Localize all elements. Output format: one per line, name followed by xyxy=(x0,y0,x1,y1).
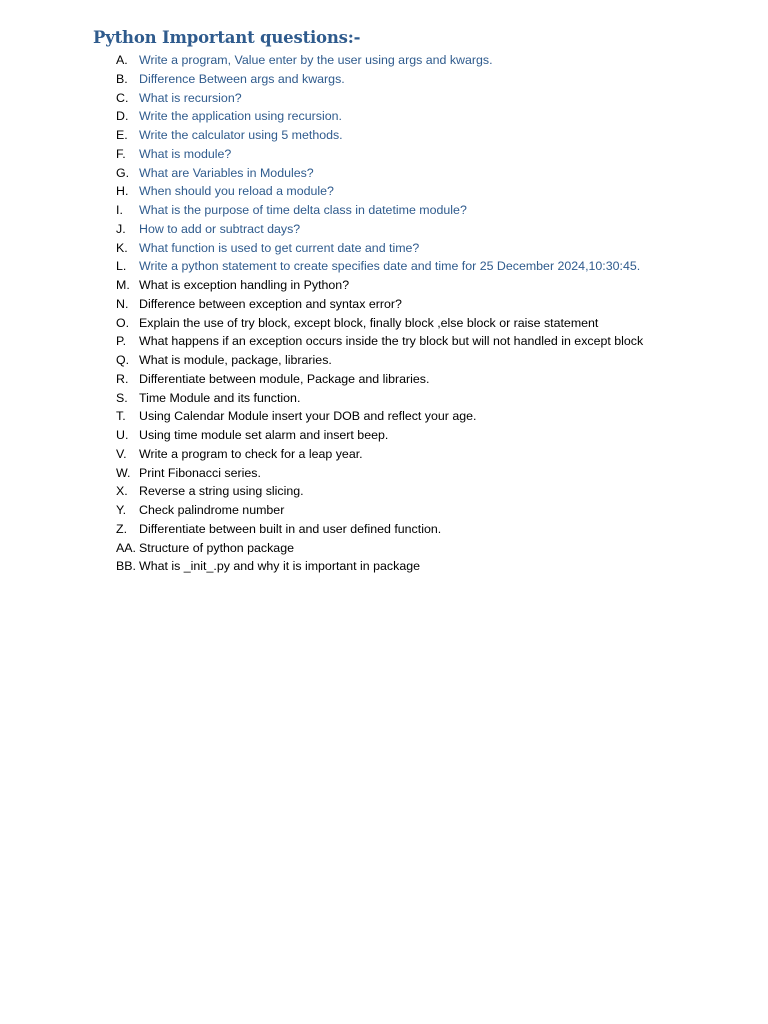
list-item-text: What is module, package, libraries. xyxy=(139,353,332,367)
list-item-text: Differentiate between built in and user defined function. xyxy=(139,521,442,536)
list-item-marker: F. xyxy=(116,146,126,161)
list-item-marker: R. xyxy=(116,371,129,386)
list-item-text: Print Fibonacci series. xyxy=(139,465,261,480)
list-item xyxy=(116,351,643,370)
list-item-text: What is exception handling in Python? xyxy=(139,278,350,292)
list-item-marker: V. xyxy=(116,446,127,461)
list-item xyxy=(116,539,643,558)
list-item-text: How to add or subtract days? xyxy=(139,221,301,236)
list-item-marker: U. xyxy=(116,428,129,442)
list-item-marker: E. xyxy=(116,128,128,142)
list-item-text: Write a program, Value enter by the user using args and kwargs. xyxy=(139,53,493,67)
list-item-marker: B. xyxy=(116,71,128,86)
list-item xyxy=(116,201,643,220)
list-item-text: What is recursion? xyxy=(139,90,242,105)
list-item xyxy=(116,257,643,276)
list-item-text: Difference Between args and kwargs. xyxy=(139,71,345,86)
list-item xyxy=(116,332,643,351)
list-item xyxy=(116,482,643,501)
list-item-text: Write the calculator using 5 methods. xyxy=(139,128,343,142)
list-item-text: Difference between exception and syntax error? xyxy=(139,296,402,311)
list-item-marker: BB. xyxy=(116,559,136,574)
list-item xyxy=(116,107,643,126)
list-item xyxy=(116,51,643,70)
list-item-marker: M. xyxy=(116,278,130,292)
list-item xyxy=(116,295,643,314)
list-item-marker: A. xyxy=(116,53,128,67)
list-item-text: Differentiate between module, Package and libraries. xyxy=(139,371,430,386)
list-item xyxy=(116,389,643,408)
list-item-text: Write a python statement to create specifies date and time for 25 December 2024,10:30:45. xyxy=(139,259,641,274)
list-item-text: Structure of python package xyxy=(139,540,294,555)
list-item-text: Using time module set alarm and insert beep. xyxy=(139,428,389,442)
list-item-text: Write the application using recursion. xyxy=(139,109,342,124)
list-item-marker: C. xyxy=(116,90,129,105)
list-item-marker: P. xyxy=(116,334,127,349)
list-item-marker: O. xyxy=(116,315,130,330)
list-item-marker: X. xyxy=(116,484,128,499)
list-item-text: What function is used to get current date and time? xyxy=(139,240,420,255)
list-item-text: Reverse a string using slicing. xyxy=(139,484,304,499)
list-item xyxy=(116,276,643,295)
list-item-marker: S. xyxy=(116,390,128,405)
list-item xyxy=(116,407,643,426)
list-item-marker: T. xyxy=(116,409,126,424)
list-item xyxy=(116,182,643,201)
list-item xyxy=(116,520,643,539)
list-item-marker: J. xyxy=(116,221,126,236)
list-item xyxy=(116,426,643,445)
list-item-marker: D. xyxy=(116,109,129,124)
list-item xyxy=(116,370,643,389)
list-item-marker: AA. xyxy=(116,540,136,555)
list-item xyxy=(116,445,643,464)
list-item-text: What is _init_.py and why it is important in package xyxy=(139,559,420,574)
question-list xyxy=(116,51,643,576)
list-item-text: What are Variables in Modules? xyxy=(139,165,314,180)
list-item-marker: H. xyxy=(116,184,129,199)
list-item xyxy=(116,501,643,520)
document-title: Python Important questions:- xyxy=(93,28,361,47)
list-item-text: Write a program to check for a leap year. xyxy=(139,446,363,461)
list-item-text: Check palindrome number xyxy=(139,503,285,517)
list-item-text: What happens if an exception occurs inside the try block but will not handled in except block xyxy=(139,334,644,349)
list-item-marker: N. xyxy=(116,296,129,311)
list-item xyxy=(116,70,643,89)
list-item xyxy=(116,220,643,239)
list-item-marker: K. xyxy=(116,240,128,255)
list-item-marker: I. xyxy=(116,203,123,217)
list-item-text: Explain the use of try block, except block, finally block ,else block or raise statement xyxy=(139,315,599,330)
list-item xyxy=(116,239,643,258)
list-item-marker: Z. xyxy=(116,521,128,536)
list-item xyxy=(116,145,643,164)
list-item-text: Using Calendar Module insert your DOB and reflect your age. xyxy=(139,409,477,424)
list-item-text: Time Module and its function. xyxy=(139,390,301,405)
list-item-text: When should you reload a module? xyxy=(139,184,334,199)
list-item xyxy=(116,89,643,108)
list-item-text: What is the purpose of time delta class in datetime module? xyxy=(139,203,467,217)
list-item-marker: Y. xyxy=(116,503,127,517)
list-item xyxy=(116,464,643,483)
list-item-marker: G. xyxy=(116,165,130,180)
list-item xyxy=(116,557,643,576)
list-item-marker: W. xyxy=(116,465,131,480)
list-item xyxy=(116,126,643,145)
list-item xyxy=(116,314,643,333)
list-item xyxy=(116,164,643,183)
list-item-marker: L. xyxy=(116,259,127,274)
list-item-text: What is module? xyxy=(139,146,232,161)
list-item-marker: Q. xyxy=(116,353,130,367)
